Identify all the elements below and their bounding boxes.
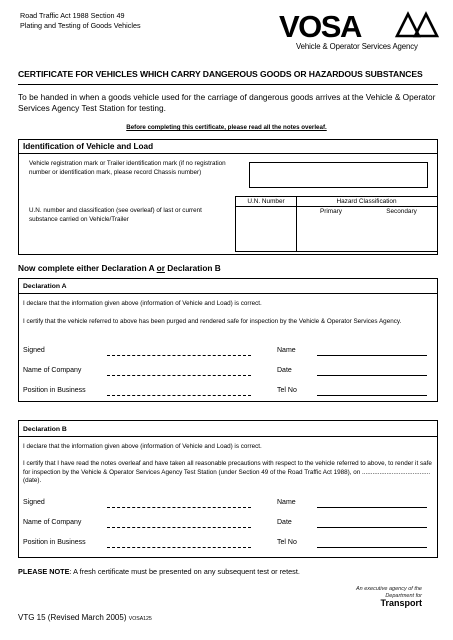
a-name-input[interactable] xyxy=(317,355,427,356)
intro-text: To be handed in when a goods vehicle used for the carriage of dangerous goods arrives at the Vehicle & Operator Services Agency Test Station for testing. xyxy=(18,92,436,113)
identification-section xyxy=(18,139,438,255)
b-date-input[interactable] xyxy=(317,527,427,528)
b-company-label: Name of Company xyxy=(23,519,82,526)
b-signed-input[interactable] xyxy=(107,507,251,508)
a-date-input[interactable] xyxy=(317,375,427,376)
declaration-b-section xyxy=(18,420,438,558)
logo-text: VOSA xyxy=(279,10,361,40)
dft-brand: Transport xyxy=(380,598,422,608)
un-number-cell[interactable] xyxy=(237,207,295,251)
un-classification-table xyxy=(235,196,438,252)
agency-name: Vehicle & Operator Services Agency xyxy=(296,42,418,51)
please-note-label: PLEASE NOTE xyxy=(18,567,70,576)
declaration-a-line2: I certify that the vehicle referred to above has been purged and rendered safe for inspection by the Vehicle & Operator Services Agency. xyxy=(23,318,402,325)
declaration-a-heading-rule xyxy=(19,293,437,294)
declaration-b-line2: I certify that I have read the notes overleaf and have taken all reasonable precautions with respect to the vehicle referred to above, to render it safe for inspection by the Vehicle & Operator Services Agency Test Station (under Section 49 of the Road Traffic Act 1988), on ....................................... (date). xyxy=(23,460,432,484)
b-signed-label: Signed xyxy=(23,499,45,506)
or-word: or xyxy=(156,263,165,273)
title-divider xyxy=(18,84,438,85)
identification-heading: Identification of Vehicle and Load xyxy=(23,142,154,151)
primary-cell[interactable] xyxy=(297,217,366,251)
b-date-label: Date xyxy=(277,519,292,526)
act-reference: Road Traffic Act 1988 Section 49 xyxy=(20,11,125,20)
declaration-b-line1: I declare that the information given above (information of Vehicle and Load) is correct. xyxy=(23,443,262,450)
dft-branding: An executive agency of the Department for Transport xyxy=(355,586,422,608)
un-classification-label: U.N. number and classification (see overleaf) of last or current substance carried on Vehicle/Trailer xyxy=(29,207,202,223)
a-name-label: Name xyxy=(277,347,296,354)
secondary-cell[interactable] xyxy=(367,217,437,251)
a-tel-input[interactable] xyxy=(317,395,427,396)
b-position-input[interactable] xyxy=(107,547,251,548)
registration-label: Vehicle registration mark or Trailer identification mark (if no registration number or identification mark, please record Chassis number) xyxy=(29,160,226,176)
declaration-b-heading: Declaration B xyxy=(23,426,67,433)
b-name-label: Name xyxy=(277,499,296,506)
vosa-code: VOSA125 xyxy=(128,616,152,622)
a-position-input[interactable] xyxy=(107,395,251,396)
declaration-a-line1: I declare that the information given above (information of Vehicle and Load) is correct. xyxy=(23,300,262,307)
please-note-text: : A fresh certificate must be presented on any subsequent test or retest. xyxy=(69,567,300,576)
col-hazard-classification: Hazard Classification xyxy=(336,198,397,205)
declaration-a-heading: Declaration A xyxy=(23,283,67,290)
plating-reference: Plating and Testing of Goods Vehicles xyxy=(20,21,141,30)
form-code: VTG 15 (Revised March 2005) xyxy=(18,613,127,622)
col-primary: Primary xyxy=(319,208,342,215)
before-note: Before completing this certificate, please read all the notes overleaf. xyxy=(126,124,327,131)
declaration-a-section xyxy=(18,278,438,402)
a-position-label: Position in Business xyxy=(23,387,86,394)
declaration-b-heading-rule xyxy=(19,436,437,437)
b-name-input[interactable] xyxy=(317,507,427,508)
col-un-number: U.N. Number xyxy=(247,198,285,205)
a-company-input[interactable] xyxy=(107,375,251,376)
a-signed-input[interactable] xyxy=(107,355,251,356)
identification-heading-rule xyxy=(19,153,437,154)
registration-input[interactable] xyxy=(249,162,428,188)
page-title: CERTIFICATE FOR VEHICLES WHICH CARRY DANGEROUS GOODS OR HAZARDOUS SUBSTANCES xyxy=(18,69,423,79)
b-company-input[interactable] xyxy=(107,527,251,528)
b-tel-label: Tel No xyxy=(277,539,297,546)
b-position-label: Position in Business xyxy=(23,539,86,546)
a-date-label: Date xyxy=(277,367,292,374)
vosa-logo-icon xyxy=(279,10,441,40)
b-tel-input[interactable] xyxy=(317,547,427,548)
form-reference xyxy=(18,613,152,622)
col-secondary: Secondary xyxy=(386,208,417,215)
a-company-label: Name of Company xyxy=(23,367,82,374)
please-note xyxy=(18,567,300,576)
now-complete-instruction: Now complete either Declaration A or Declaration B xyxy=(18,263,221,273)
a-signed-label: Signed xyxy=(23,347,45,354)
header-act-block xyxy=(20,11,141,31)
a-tel-label: Tel No xyxy=(277,387,297,394)
